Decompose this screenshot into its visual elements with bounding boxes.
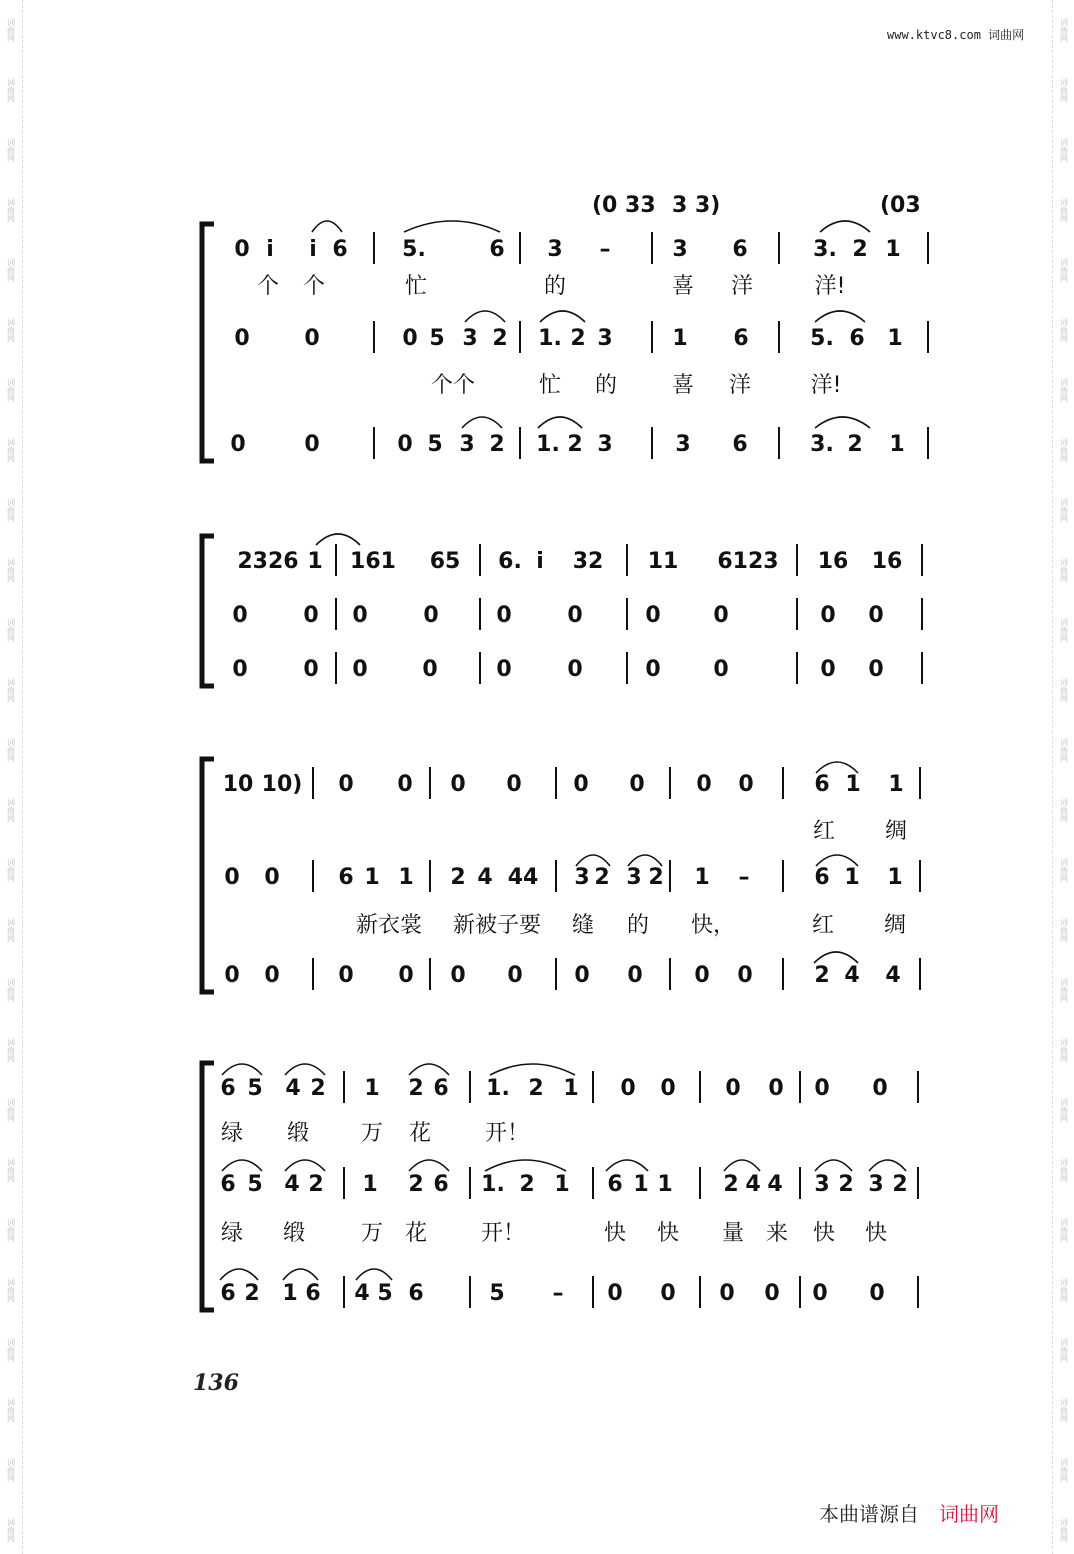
lyric-word: 快 <box>864 1221 888 1246</box>
note: 3 <box>597 326 613 351</box>
lyric-word: 红 <box>811 913 835 938</box>
note: 1 <box>844 865 860 890</box>
site-watermark: www.ktvc8.com 词曲网 <box>887 28 1025 42</box>
note: 0 <box>507 963 523 988</box>
note: 1 <box>364 1076 380 1101</box>
note: 6 <box>433 1172 449 1197</box>
note: 1 <box>887 326 903 351</box>
slur-arc <box>409 1160 449 1171</box>
note: 2 <box>244 1281 260 1306</box>
note: 3 <box>597 432 613 457</box>
note: 16 <box>871 549 903 574</box>
note: 3 <box>459 432 475 457</box>
note: – <box>738 865 750 890</box>
system-brace <box>202 1063 214 1310</box>
side-watermark-text: 词曲网 <box>6 78 16 102</box>
side-watermark-text: 词曲网 <box>1059 1218 1069 1242</box>
side-watermark-text: 词曲网 <box>6 738 16 762</box>
note: 2 <box>519 1172 535 1197</box>
note: 0 <box>450 772 466 797</box>
side-watermark-text: 词曲网 <box>1059 858 1069 882</box>
lyric-word: 的 <box>594 373 618 398</box>
note: 1 <box>282 1281 298 1306</box>
side-watermark-text: 词曲网 <box>1059 1518 1069 1542</box>
note: 0 <box>820 603 836 628</box>
slur-arc <box>815 417 870 428</box>
note: 1 <box>563 1076 579 1101</box>
note: 2 <box>838 1172 854 1197</box>
note: 0 <box>506 772 522 797</box>
note: 0 <box>232 603 248 628</box>
note: 2 <box>723 1172 739 1197</box>
note: 0 <box>303 657 319 682</box>
note: 5 <box>377 1281 393 1306</box>
note: 0 <box>629 772 645 797</box>
lyric-word: 忙 <box>538 373 562 398</box>
note: i <box>309 237 317 262</box>
slur-arc <box>312 221 342 232</box>
note: 0 <box>304 432 320 457</box>
slur-arc <box>285 1064 325 1075</box>
note: 0 <box>607 1281 623 1306</box>
lyric-word: 洋! <box>814 274 846 299</box>
note: 1 <box>364 865 380 890</box>
lyric-word: 快 <box>603 1221 627 1246</box>
note: 2326 <box>237 549 299 574</box>
side-watermark-text: 词曲网 <box>1059 798 1069 822</box>
side-watermark-text: 词曲网 <box>1059 438 1069 462</box>
note: 0 <box>872 1076 888 1101</box>
lyric-word: 绸 <box>884 819 908 844</box>
note: 4 <box>285 1076 301 1101</box>
note: 4 <box>477 865 493 890</box>
note: 0 <box>812 1281 828 1306</box>
note: 1 <box>657 1172 673 1197</box>
note: 0 <box>352 603 368 628</box>
note: 6 <box>814 865 830 890</box>
page-number: 136 <box>193 1370 239 1396</box>
note: 2 <box>570 326 586 351</box>
side-watermark-text: 词曲网 <box>6 378 16 402</box>
note: 6 <box>814 772 830 797</box>
note: 161 <box>350 549 396 574</box>
side-watermark-text: 词曲网 <box>1059 618 1069 642</box>
note: 6 <box>220 1172 236 1197</box>
side-watermark-text: 词曲网 <box>1059 198 1069 222</box>
note: 0 <box>338 772 354 797</box>
lyric-word: 的 <box>626 913 650 938</box>
note: 0 <box>764 1281 780 1306</box>
note: 6 <box>489 237 505 262</box>
note: 0 <box>567 657 583 682</box>
note: 2 <box>847 432 863 457</box>
note: 1 <box>694 865 710 890</box>
slur-arc <box>283 1269 318 1280</box>
lyric-word: 绿 <box>220 1221 244 1246</box>
slur-arc <box>222 1160 262 1171</box>
side-watermark-text: 词曲网 <box>6 918 16 942</box>
lyric-word: 的 <box>543 274 567 299</box>
side-watermark-text: 词曲网 <box>1059 1338 1069 1362</box>
side-watermark-text: 词曲网 <box>1059 18 1069 42</box>
note: 1. <box>538 326 562 351</box>
note: 0 <box>423 603 439 628</box>
side-watermark-text: 词曲网 <box>6 438 16 462</box>
side-watermark-text: 词曲网 <box>6 858 16 882</box>
note: – <box>552 1281 564 1306</box>
side-watermark-text: 词曲网 <box>6 318 16 342</box>
note: 0 <box>264 865 280 890</box>
note: 0 <box>869 1281 885 1306</box>
source-footer <box>819 1498 999 1527</box>
note: 0 <box>422 657 438 682</box>
lyric-word: 红 <box>812 819 836 844</box>
note: 6 <box>849 326 865 351</box>
lyric-word: 个个 <box>430 373 476 398</box>
note: 2 <box>852 237 868 262</box>
note: 0 <box>224 963 240 988</box>
note: 0 <box>713 603 729 628</box>
source-brand[interactable]: 词曲网 <box>939 1502 999 1526</box>
note: 2 <box>892 1172 908 1197</box>
slur-arc <box>285 1160 325 1171</box>
note: 10) <box>261 772 303 797</box>
note: 2 <box>567 432 583 457</box>
score-annotation: (0 33 <box>592 193 656 218</box>
note: 2 <box>450 865 466 890</box>
note: 0 <box>567 603 583 628</box>
note: 0 <box>645 603 661 628</box>
note: 1 <box>362 1172 378 1197</box>
side-watermark-text: 词曲网 <box>6 18 16 42</box>
note: 0 <box>496 603 512 628</box>
score-annotation: 3 3) <box>672 193 721 218</box>
lyric-word: 缝 <box>571 913 595 938</box>
note: 3. <box>810 432 834 457</box>
system-brace <box>202 536 214 686</box>
slur-arc <box>538 417 582 428</box>
side-watermark-text: 词曲网 <box>6 678 16 702</box>
note: 1. <box>481 1172 505 1197</box>
note: 4 <box>745 1172 761 1197</box>
note: 6. <box>498 549 522 574</box>
note: 5. <box>402 237 426 262</box>
lyric-word: 开！ <box>480 1221 526 1246</box>
note: 2 <box>408 1076 424 1101</box>
note: 65 <box>429 549 461 574</box>
lyric-word: 缎 <box>286 1121 310 1146</box>
note: 4 <box>844 963 860 988</box>
note: 2 <box>489 432 505 457</box>
slur-arc <box>820 221 870 232</box>
lyric-word: 来 <box>765 1221 789 1246</box>
side-watermark-text: 词曲网 <box>6 1398 16 1422</box>
note: 6 <box>732 432 748 457</box>
note: 1 <box>398 865 414 890</box>
slur-arc <box>316 534 360 545</box>
side-watermark-text: 词曲网 <box>6 1518 16 1542</box>
note: 6 <box>433 1076 449 1101</box>
side-watermark-text: 词曲网 <box>1059 918 1069 942</box>
note: 0 <box>234 237 250 262</box>
slur-arc <box>462 417 502 428</box>
slur-arc <box>485 1160 566 1171</box>
lyric-word: 绸 <box>883 913 907 938</box>
side-watermark-text: 词曲网 <box>6 1218 16 1242</box>
note: 1 <box>888 772 904 797</box>
note: 0 <box>573 772 589 797</box>
side-watermark-text: 词曲网 <box>6 1038 16 1062</box>
note: 2 <box>310 1076 326 1101</box>
lyric-word: 新被子要 <box>452 913 542 938</box>
side-watermark-text: 词曲网 <box>1059 1098 1069 1122</box>
note: 0 <box>402 326 418 351</box>
note: 5 <box>427 432 443 457</box>
note: 4 <box>767 1172 783 1197</box>
note: 5. <box>810 326 834 351</box>
side-watermark-text: 词曲网 <box>6 978 16 1002</box>
note: 0 <box>230 432 246 457</box>
note: 5 <box>247 1172 263 1197</box>
note: 6 <box>220 1076 236 1101</box>
lyric-word: 量 <box>721 1221 745 1246</box>
note: 0 <box>620 1076 636 1101</box>
lyric-word: 忙 <box>404 274 428 299</box>
note: 4 <box>354 1281 370 1306</box>
note: 4 <box>284 1172 300 1197</box>
note: i <box>536 549 544 574</box>
note: 1 <box>672 326 688 351</box>
slur-arc <box>815 1160 852 1171</box>
note: 0 <box>264 963 280 988</box>
side-watermark-text: 词曲网 <box>6 198 16 222</box>
note: 3 <box>675 432 691 457</box>
lyric-word: 喜 <box>671 373 695 398</box>
side-watermark-text: 词曲网 <box>1059 1158 1069 1182</box>
side-watermark-text: 词曲网 <box>1059 378 1069 402</box>
note: 0 <box>352 657 368 682</box>
side-watermark-text: 词曲网 <box>6 258 16 282</box>
note: 6 <box>732 237 748 262</box>
note: 0 <box>768 1076 784 1101</box>
note: 16 <box>817 549 849 574</box>
note: 0 <box>868 603 884 628</box>
side-watermark-text: 词曲网 <box>6 798 16 822</box>
note: 0 <box>713 657 729 682</box>
note: i <box>266 237 274 262</box>
slur-arc <box>490 1064 575 1075</box>
note: 6 <box>332 237 348 262</box>
slur-arc <box>222 1064 262 1075</box>
side-watermark-text: 词曲网 <box>1059 1278 1069 1302</box>
lyric-word: 快， <box>690 913 736 938</box>
note: 32 <box>572 549 604 574</box>
note: 3 <box>626 865 642 890</box>
note: 6 <box>607 1172 623 1197</box>
note: 0 <box>574 963 590 988</box>
slur-arc <box>404 221 500 232</box>
note: 4 <box>885 963 901 988</box>
side-watermark-text: 词曲网 <box>6 1098 16 1122</box>
lyric-word: 洋 <box>730 274 754 299</box>
note: 0 <box>234 326 250 351</box>
lyric-word: 个 <box>256 274 280 299</box>
note: 0 <box>737 963 753 988</box>
note: 5 <box>247 1076 263 1101</box>
note: 11 <box>647 549 679 574</box>
note: 0 <box>397 432 413 457</box>
note: 1 <box>885 237 901 262</box>
note: 10 <box>222 772 254 797</box>
note: 2 <box>648 865 664 890</box>
system-brace <box>202 224 214 461</box>
note: 2 <box>492 326 508 351</box>
note: 0 <box>660 1076 676 1101</box>
slur-arc <box>724 1160 760 1171</box>
side-watermark-text: 词曲网 <box>1059 138 1069 162</box>
note: 0 <box>725 1076 741 1101</box>
note: 0 <box>338 963 354 988</box>
note: 0 <box>694 963 710 988</box>
lyric-word: 洋! <box>810 373 842 398</box>
note: 0 <box>224 865 240 890</box>
note: 6 <box>338 865 354 890</box>
note: 0 <box>304 326 320 351</box>
side-watermark-text: 词曲网 <box>6 618 16 642</box>
note: 2 <box>408 1172 424 1197</box>
side-watermark-text: 词曲网 <box>1059 78 1069 102</box>
lyric-word: 开！ <box>484 1121 530 1146</box>
note: 2 <box>814 963 830 988</box>
note: 3 <box>814 1172 830 1197</box>
note: 44 <box>507 865 539 890</box>
note: 0 <box>450 963 466 988</box>
note: 0 <box>738 772 754 797</box>
side-watermark-text: 词曲网 <box>6 1158 16 1182</box>
lyric-word: 喜 <box>671 274 695 299</box>
side-watermark-text: 词曲网 <box>6 138 16 162</box>
side-watermark-text: 词曲网 <box>1059 978 1069 1002</box>
slur-arc <box>465 311 505 322</box>
side-watermark-text: 词曲网 <box>6 1278 16 1302</box>
note: 3 <box>574 865 590 890</box>
side-watermark-text: 词曲网 <box>6 558 16 582</box>
note: 1 <box>554 1172 570 1197</box>
slur-arc <box>606 1160 648 1171</box>
note: 5 <box>429 326 445 351</box>
note: 1. <box>536 432 560 457</box>
note: 3 <box>547 237 563 262</box>
note: 2 <box>308 1172 324 1197</box>
note: 0 <box>645 657 661 682</box>
lyric-word: 个 <box>302 274 326 299</box>
note: 0 <box>496 657 512 682</box>
note: 1 <box>307 549 323 574</box>
side-watermark-text: 词曲网 <box>6 498 16 522</box>
note: 3 <box>672 237 688 262</box>
slur-arc <box>356 1269 392 1280</box>
system-brace <box>202 759 214 992</box>
note: 0 <box>820 657 836 682</box>
side-watermark-text: 词曲网 <box>6 1458 16 1482</box>
note: 0 <box>398 963 414 988</box>
note: 6 <box>408 1281 424 1306</box>
note: 1 <box>845 772 861 797</box>
side-watermark-text: 词曲网 <box>1059 318 1069 342</box>
slur-arc <box>409 1064 449 1075</box>
note: 3 <box>868 1172 884 1197</box>
note: 3 <box>462 326 478 351</box>
lyric-word: 洋 <box>728 373 752 398</box>
note: 2 <box>594 865 610 890</box>
lyric-word: 缎 <box>282 1221 306 1246</box>
lyric-word: 新衣裳 <box>355 913 423 938</box>
side-watermark-text: 词曲网 <box>1059 558 1069 582</box>
side-watermark-text: 词曲网 <box>1059 498 1069 522</box>
slur-arc <box>540 311 585 322</box>
note: 0 <box>814 1076 830 1101</box>
slur-arc <box>815 311 865 322</box>
note: 1 <box>633 1172 649 1197</box>
source-prefix: 本曲谱源自 <box>819 1502 919 1526</box>
score-annotation: (03 <box>880 193 921 218</box>
side-watermark-text: 词曲网 <box>1059 1398 1069 1422</box>
note: 6 <box>733 326 749 351</box>
note: 6 <box>305 1281 321 1306</box>
note: 6123 <box>717 549 779 574</box>
side-watermark-text: 词曲网 <box>1059 1458 1069 1482</box>
note: 2 <box>528 1076 544 1101</box>
note: 1 <box>887 865 903 890</box>
note: 0 <box>627 963 643 988</box>
note: – <box>599 237 611 262</box>
note: 5 <box>489 1281 505 1306</box>
note: 6 <box>220 1281 236 1306</box>
slur-arc <box>869 1160 906 1171</box>
note: 0 <box>696 772 712 797</box>
lyric-word: 绿 <box>220 1121 244 1146</box>
note: 0 <box>232 657 248 682</box>
lyric-word: 花 <box>408 1121 432 1146</box>
note: 0 <box>660 1281 676 1306</box>
lyric-word: 快 <box>812 1221 836 1246</box>
note: 1. <box>486 1076 510 1101</box>
lyric-word: 万 <box>360 1221 384 1246</box>
note: 0 <box>868 657 884 682</box>
note: 3. <box>813 237 837 262</box>
side-watermark-text: 词曲网 <box>1059 738 1069 762</box>
side-watermark-text: 词曲网 <box>6 1338 16 1362</box>
lyric-word: 快 <box>656 1221 680 1246</box>
note: 0 <box>303 603 319 628</box>
note: 1 <box>889 432 905 457</box>
note: 0 <box>719 1281 735 1306</box>
slur-arc <box>814 952 858 963</box>
lyric-word: 万 <box>360 1121 384 1146</box>
side-watermark-text: 词曲网 <box>1059 1038 1069 1062</box>
slur-arc <box>220 1269 258 1280</box>
note: 0 <box>397 772 413 797</box>
lyric-word: 花 <box>404 1221 428 1246</box>
side-watermark-text: 词曲网 <box>1059 258 1069 282</box>
side-watermark-text: 词曲网 <box>1059 678 1069 702</box>
